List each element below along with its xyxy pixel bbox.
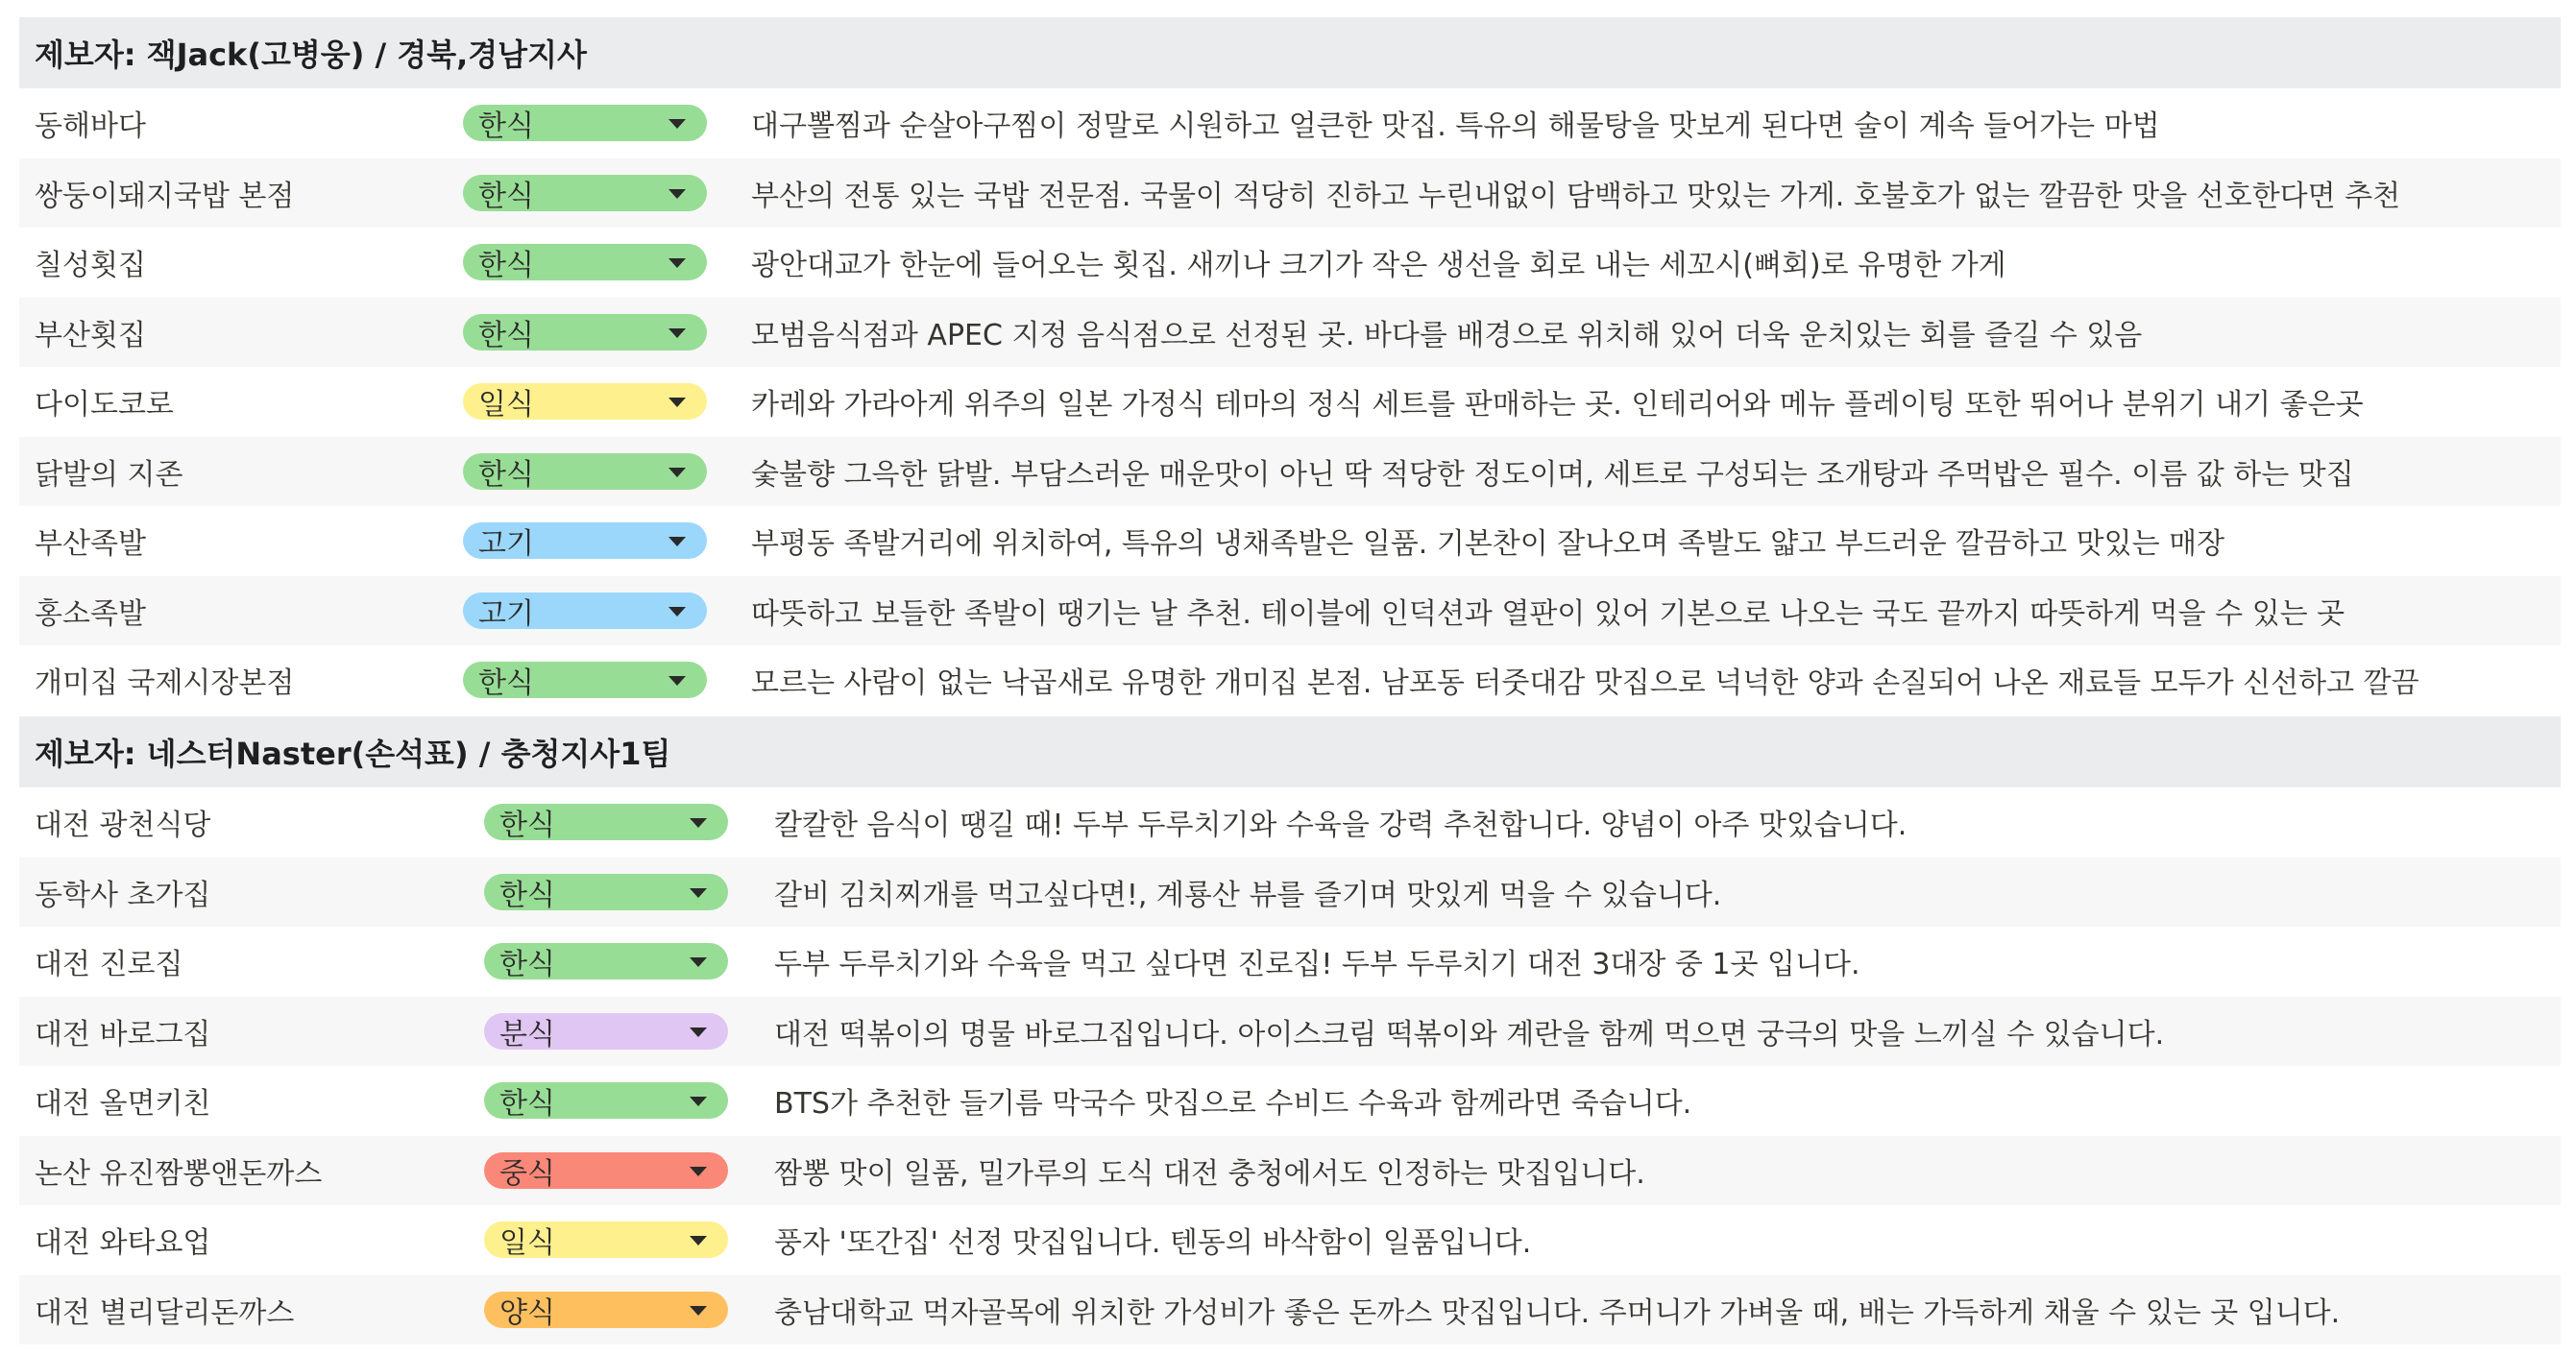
category-select[interactable] bbox=[484, 1152, 728, 1189]
category-label: 한식 bbox=[499, 948, 555, 982]
restaurant-description: 광안대교가 한눈에 들어오는 횟집. 새끼나 크기가 작은 생선을 회로 내는 세꼬시(뼈회)로 유명한 가게 bbox=[751, 249, 2006, 283]
table-row bbox=[19, 506, 2561, 576]
category-select[interactable] bbox=[484, 1082, 728, 1122]
category-label: 양식 bbox=[499, 1295, 555, 1330]
restaurant-description: 두부 두루치기와 수육을 먹고 싶다면 진로집! 두부 두루치기 대전 3대장 중 1곳 입니다. bbox=[774, 948, 1860, 982]
chevron-down-icon[interactable] bbox=[690, 888, 707, 898]
chevron-down-icon[interactable] bbox=[668, 537, 686, 546]
chevron-down-icon[interactable] bbox=[690, 1306, 707, 1316]
restaurant-name: 대전 올면키친 bbox=[35, 1087, 211, 1122]
category-label: 일식 bbox=[478, 388, 534, 423]
table-row bbox=[19, 997, 2561, 1067]
category-label: 한식 bbox=[499, 878, 555, 912]
category-label: 한식 bbox=[478, 457, 534, 492]
category-label: 고기 bbox=[478, 527, 534, 562]
category-select[interactable] bbox=[463, 453, 707, 490]
restaurant-name: 부산족발 bbox=[35, 527, 146, 562]
category-label: 한식 bbox=[499, 809, 555, 843]
restaurant-name: 닭발의 지존 bbox=[35, 457, 183, 492]
restaurant-description: 충남대학교 먹자골목에 위치한 가성비가 좋은 돈까스 맛집입니다. 주머니가 가벼울 때, 배는 가득하게 채울 수 있는 곳 입니다. bbox=[774, 1295, 2341, 1330]
restaurant-description: 숯불향 그윽한 닭발. 부담스러운 매운맛이 아닌 딱 적당한 정도이며, 세트로 구성되는 조개탕과 주먹밥은 필수. 이름 값 하는 맛집 bbox=[751, 457, 2354, 492]
table-row bbox=[19, 787, 2561, 858]
restaurant-list bbox=[19, 88, 2561, 715]
table-row bbox=[19, 88, 2561, 158]
restaurant-name: 대전 바로그집 bbox=[35, 1017, 211, 1052]
category-select[interactable] bbox=[484, 804, 728, 843]
restaurant-name: 다이도코로 bbox=[35, 388, 174, 423]
chevron-down-icon[interactable] bbox=[690, 1028, 707, 1037]
restaurant-name: 대전 별리달리돈까스 bbox=[35, 1295, 295, 1330]
restaurant-name: 칠성횟집 bbox=[35, 249, 146, 283]
category-label: 중식 bbox=[499, 1156, 555, 1191]
chevron-down-icon[interactable] bbox=[668, 119, 686, 129]
chevron-down-icon[interactable] bbox=[690, 1167, 707, 1176]
table-row bbox=[19, 367, 2561, 437]
table-row bbox=[19, 858, 2561, 928]
category-label: 한식 bbox=[478, 179, 534, 213]
restaurant-name: 쌍둥이돼지국밥 본점 bbox=[35, 179, 295, 213]
table-row bbox=[19, 228, 2561, 298]
restaurant-description: 짬뽕 맛이 일품, 밀가루의 도식 대전 충청에서도 인정하는 맛집입니다. bbox=[774, 1156, 1645, 1191]
restaurant-name: 부산횟집 bbox=[35, 318, 146, 352]
restaurant-description: BTS가 추천한 들기름 막국수 맛집으로 수비드 수육과 함께라면 죽습니다. bbox=[774, 1087, 1692, 1122]
table-row bbox=[19, 645, 2561, 715]
chevron-down-icon[interactable] bbox=[668, 398, 686, 407]
restaurant-description: 풍자 '또간집' 선정 맛집입니다. 텐동의 바삭함이 일품입니다. bbox=[774, 1226, 1532, 1261]
restaurant-list bbox=[19, 787, 2561, 1344]
table-row bbox=[19, 1275, 2561, 1345]
category-label: 한식 bbox=[478, 249, 534, 283]
chevron-down-icon[interactable] bbox=[690, 818, 707, 828]
table-row bbox=[19, 158, 2561, 229]
restaurant-name: 대전 와타요업 bbox=[35, 1226, 211, 1261]
category-select[interactable] bbox=[463, 662, 707, 701]
restaurant-description: 부평동 족발거리에 위치하여, 특유의 냉채족발은 일품. 기본찬이 잘나오며 족발도 얇고 부드러운 깔끔하고 맛있는 매장 bbox=[751, 527, 2225, 562]
category-select[interactable] bbox=[484, 1292, 728, 1328]
restaurant-name: 대전 광천식당 bbox=[35, 809, 211, 843]
restaurant-name: 동해바다 bbox=[35, 109, 146, 144]
restaurant-description: 칼칼한 음식이 땡길 때! 두부 두루치기와 수육을 강력 추천합니다. 양념이 아주 맛있습니다. bbox=[774, 809, 1908, 843]
restaurant-name: 홍소족발 bbox=[35, 596, 146, 631]
table-row bbox=[19, 1066, 2561, 1136]
contributor-section bbox=[19, 17, 2561, 715]
chevron-down-icon[interactable] bbox=[690, 1097, 707, 1106]
category-select[interactable] bbox=[484, 1013, 728, 1050]
restaurant-description: 모르는 사람이 없는 낙곱새로 유명한 개미집 본점. 남포동 터줏대감 맛집으로 넉넉한 양과 손질되어 나온 재료들 모두가 신선하고 깔끔 bbox=[751, 666, 2419, 701]
category-label: 분식 bbox=[499, 1017, 555, 1052]
chevron-down-icon[interactable] bbox=[690, 1236, 707, 1245]
category-label: 한식 bbox=[478, 109, 534, 144]
category-select[interactable] bbox=[463, 592, 707, 629]
restaurant-description: 대구뽈찜과 순살아구찜이 정말로 시원하고 얼큰한 맛집. 특유의 해물탕을 맛보게 된다면 술이 계속 들어가는 마법 bbox=[751, 109, 2160, 144]
chevron-down-icon[interactable] bbox=[668, 607, 686, 617]
category-select[interactable] bbox=[463, 314, 707, 351]
category-select[interactable] bbox=[484, 1221, 728, 1261]
category-select[interactable] bbox=[463, 105, 707, 144]
category-select[interactable] bbox=[463, 522, 707, 562]
restaurant-name: 대전 진로집 bbox=[35, 948, 183, 982]
category-label: 한식 bbox=[499, 1087, 555, 1122]
restaurant-description: 부산의 전통 있는 국밥 전문점. 국물이 적당히 진하고 누린내없이 담백하고 맛있는 가게. 호불호가 없는 깔끔한 맛을 선호한다면 추천 bbox=[751, 179, 2401, 213]
section-header: 제보자: 잭Jack(고병웅) / 경북,경남지사 bbox=[19, 17, 2561, 88]
table-row bbox=[19, 1205, 2561, 1275]
restaurant-name: 동학사 초가집 bbox=[35, 878, 211, 912]
category-select[interactable] bbox=[484, 874, 728, 910]
chevron-down-icon[interactable] bbox=[668, 676, 686, 686]
chevron-down-icon[interactable] bbox=[668, 468, 686, 477]
table-row bbox=[19, 576, 2561, 646]
category-select[interactable] bbox=[484, 943, 728, 982]
table-row bbox=[19, 1136, 2561, 1206]
chevron-down-icon[interactable] bbox=[668, 328, 686, 338]
restaurant-description: 대전 떡볶이의 명물 바로그집입니다. 아이스크림 떡볶이와 계란을 함께 먹으면 궁극의 맛을 느끼실 수 있습니다. bbox=[774, 1017, 2165, 1052]
chevron-down-icon[interactable] bbox=[668, 189, 686, 199]
restaurant-name: 논산 유진짬뽕앤돈까스 bbox=[35, 1156, 323, 1191]
table-row bbox=[19, 437, 2561, 507]
restaurant-description: 모범음식점과 APEC 지정 음식점으로 선정된 곳. 바다를 배경으로 위치해 있어 더욱 운치있는 회를 즐길 수 있음 bbox=[751, 318, 2143, 352]
restaurant-description: 카레와 가라아게 위주의 일본 가정식 테마의 정식 세트를 판매하는 곳. 인테리어와 메뉴 플레이팅 또한 뛰어나 분위기 내기 좋은곳 bbox=[751, 388, 2364, 423]
contributor-section bbox=[19, 716, 2561, 1344]
category-label: 고기 bbox=[478, 596, 534, 631]
chevron-down-icon[interactable] bbox=[668, 258, 686, 268]
category-label: 한식 bbox=[478, 318, 534, 352]
restaurant-description: 갈비 김치찌개를 먹고싶다면!, 계룡산 뷰를 즐기며 맛있게 먹을 수 있습니다. bbox=[774, 878, 1722, 912]
category-select[interactable] bbox=[463, 175, 707, 211]
category-label: 한식 bbox=[478, 666, 534, 701]
restaurant-description: 따뜻하고 보들한 족발이 땡기는 날 추천. 테이블에 인덕션과 열판이 있어 기본으로 나오는 국도 끝까지 따뜻하게 먹을 수 있는 곳 bbox=[751, 596, 2345, 631]
table-row bbox=[19, 927, 2561, 997]
table-row bbox=[19, 298, 2561, 368]
category-label: 일식 bbox=[499, 1226, 555, 1261]
chevron-down-icon[interactable] bbox=[690, 957, 707, 967]
category-select[interactable] bbox=[463, 244, 707, 283]
section-header: 제보자: 네스터Naster(손석표) / 충청지사1팀 bbox=[19, 716, 2561, 787]
restaurant-name: 개미집 국제시장본점 bbox=[35, 666, 295, 701]
category-select[interactable] bbox=[463, 383, 707, 423]
